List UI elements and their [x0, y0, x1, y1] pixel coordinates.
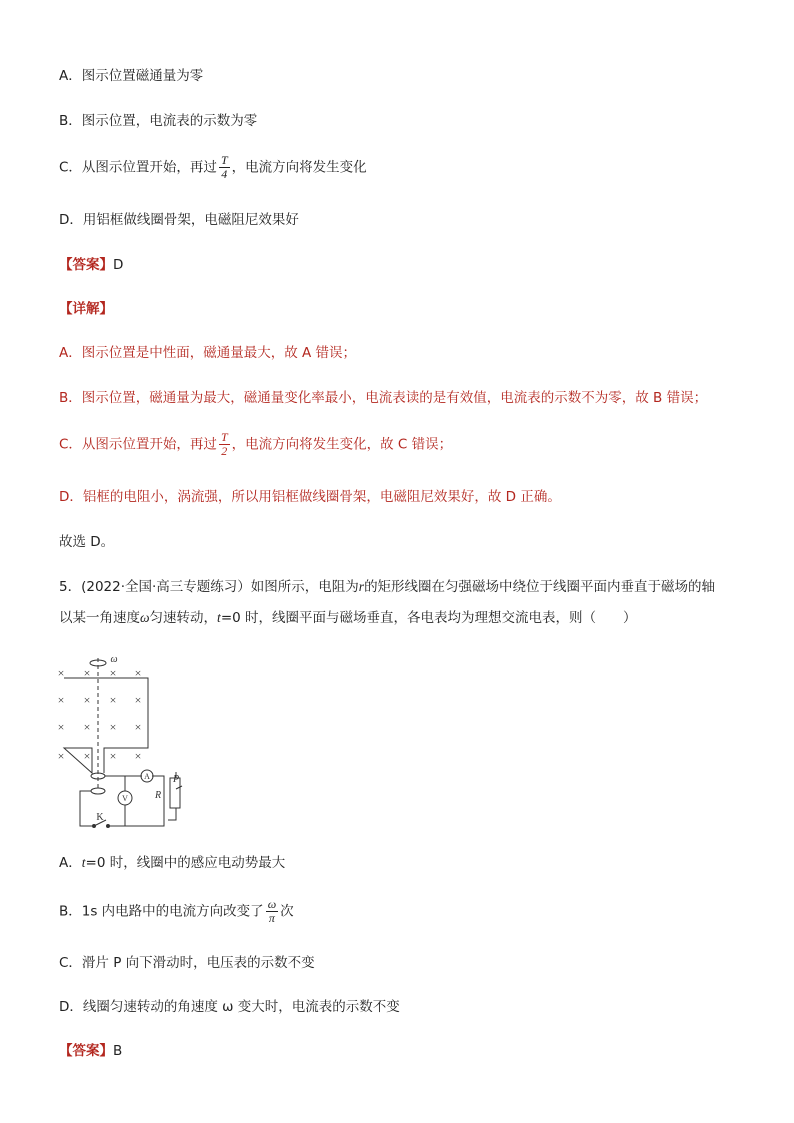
- q5-option-a-t: t: [81, 855, 86, 870]
- field-cross: ×: [57, 720, 65, 734]
- q5-stem-text: 匀速转动，: [149, 610, 218, 626]
- q5-stem-line-1: [59, 577, 715, 597]
- detail-tag: 【详解】: [59, 301, 113, 317]
- q5-option-a-text: =0 时，线圈中的感应电动势最大: [85, 855, 286, 871]
- q5-stem-t: t: [217, 610, 221, 625]
- answer-value: D: [113, 257, 124, 273]
- q4-detail-c: [59, 431, 452, 458]
- field-cross: ×: [134, 720, 142, 734]
- q5-stem-text: 以某一角速度: [59, 610, 140, 626]
- field-cross: ×: [57, 666, 65, 680]
- q4-option-a: A．图示位置磁通量为零: [59, 68, 204, 84]
- q4-option-c-fraction: [219, 154, 230, 181]
- fraction-numerator: T: [220, 153, 228, 167]
- field-cross: ×: [83, 720, 91, 734]
- resistor-label: R: [154, 790, 162, 801]
- wire: [108, 804, 164, 826]
- field-cross: ×: [83, 666, 91, 680]
- q5-answer: [59, 1041, 122, 1061]
- fraction-numerator: T: [220, 430, 228, 444]
- q4-option-d: D．用铝框做线圈骨架，电磁阻尼效果好: [59, 212, 299, 228]
- q5-option-a-label: A．: [59, 855, 82, 871]
- switch-label: K: [96, 812, 104, 823]
- q4-detail-c-fraction: [219, 431, 230, 458]
- q5-option-b: [59, 898, 294, 925]
- q5-option-b-text: B．1s 内电路中的电流方向改变了: [59, 903, 264, 920]
- field-cross: ×: [57, 749, 65, 763]
- field-cross: ×: [134, 666, 142, 680]
- q4-detail-c-text-end: ，电流方向将发生变化，故 C 错误；: [231, 436, 453, 453]
- field-cross: ×: [109, 693, 117, 707]
- field-cross: ×: [57, 693, 65, 707]
- voltmeter-label: V: [122, 794, 128, 803]
- q4-option-b: B．图示位置，电流表的示数为零: [59, 113, 258, 129]
- rheostat-slider: [176, 786, 182, 789]
- answer-tag: 【答案】: [59, 1043, 113, 1059]
- q4-detail-c-text: C．从图示位置开始，再过: [59, 436, 217, 453]
- q5-option-a: [59, 853, 285, 873]
- q4-conclusion: 故选 D。: [59, 534, 115, 550]
- field-cross: ×: [109, 666, 117, 680]
- q4-detail-d: D．铝框的电阻小，涡流强，所以用铝框做线圈骨架，电磁阻尼效果好，故 D 正确。: [59, 489, 561, 505]
- answer-tag: 【答案】: [59, 257, 113, 273]
- q5-option-b-text-end: 次: [280, 903, 294, 920]
- field-cross: ×: [134, 693, 142, 707]
- wire: [80, 791, 92, 826]
- field-cross: ×: [109, 749, 117, 763]
- q5-stem-text: 5．(2022·全国·高三专题练习）如图所示，电阻为: [59, 579, 359, 595]
- q5-option-c: C．滑片 P 向下滑动时，电压表的示数不变: [59, 955, 315, 971]
- q4-detail-a: A．图示位置是中性面，磁通量最大，故 A 错误；: [59, 345, 357, 361]
- field-cross: ×: [109, 720, 117, 734]
- q4-detail-b: B．图示位置，磁通量为最大，磁通量变化率最小，电流表读的是有效值，电流表的示数不为零，故 B 错误；: [59, 390, 708, 406]
- field-cross: ×: [83, 749, 91, 763]
- q4-answer: [59, 255, 123, 275]
- fraction-denominator: π: [268, 911, 275, 925]
- omega-label: ω: [110, 654, 118, 665]
- answer-value: B: [113, 1043, 123, 1059]
- q5-stem-r: r: [358, 579, 365, 594]
- q4-option-c-text: C．从图示位置开始，再过: [59, 159, 217, 176]
- q5-option-d: D．线圈匀速转动的角速度 ω 变大时，电流表的示数不变: [59, 999, 400, 1015]
- q4-option-c: [59, 154, 367, 181]
- q5-stem-text-end: 的矩形线圈在匀强磁场中绕位于线圈平面内垂直于磁场的轴: [364, 579, 716, 595]
- fraction-denominator: 4: [221, 167, 228, 181]
- slider-label: P: [172, 774, 180, 785]
- ammeter-label: A: [144, 772, 150, 781]
- q5-stem-text-end: =0 时，线圈平面与磁场垂直，各电表均为理想交流电表，则（ ）: [220, 610, 637, 626]
- q5-stem-line-2: [59, 608, 637, 628]
- q5-option-b-fraction: [266, 898, 278, 925]
- fraction-denominator: 2: [221, 444, 228, 458]
- q4-detail-tag: [59, 299, 113, 319]
- slip-ring: [91, 788, 105, 794]
- q5-stem-omega: ω: [140, 610, 150, 625]
- field-cross: ×: [83, 693, 91, 707]
- fraction-numerator: ω: [267, 897, 277, 911]
- q4-option-c-text-end: ，电流方向将发生变化: [231, 159, 367, 176]
- field-cross: ×: [134, 749, 142, 763]
- circuit-figure: [52, 648, 192, 833]
